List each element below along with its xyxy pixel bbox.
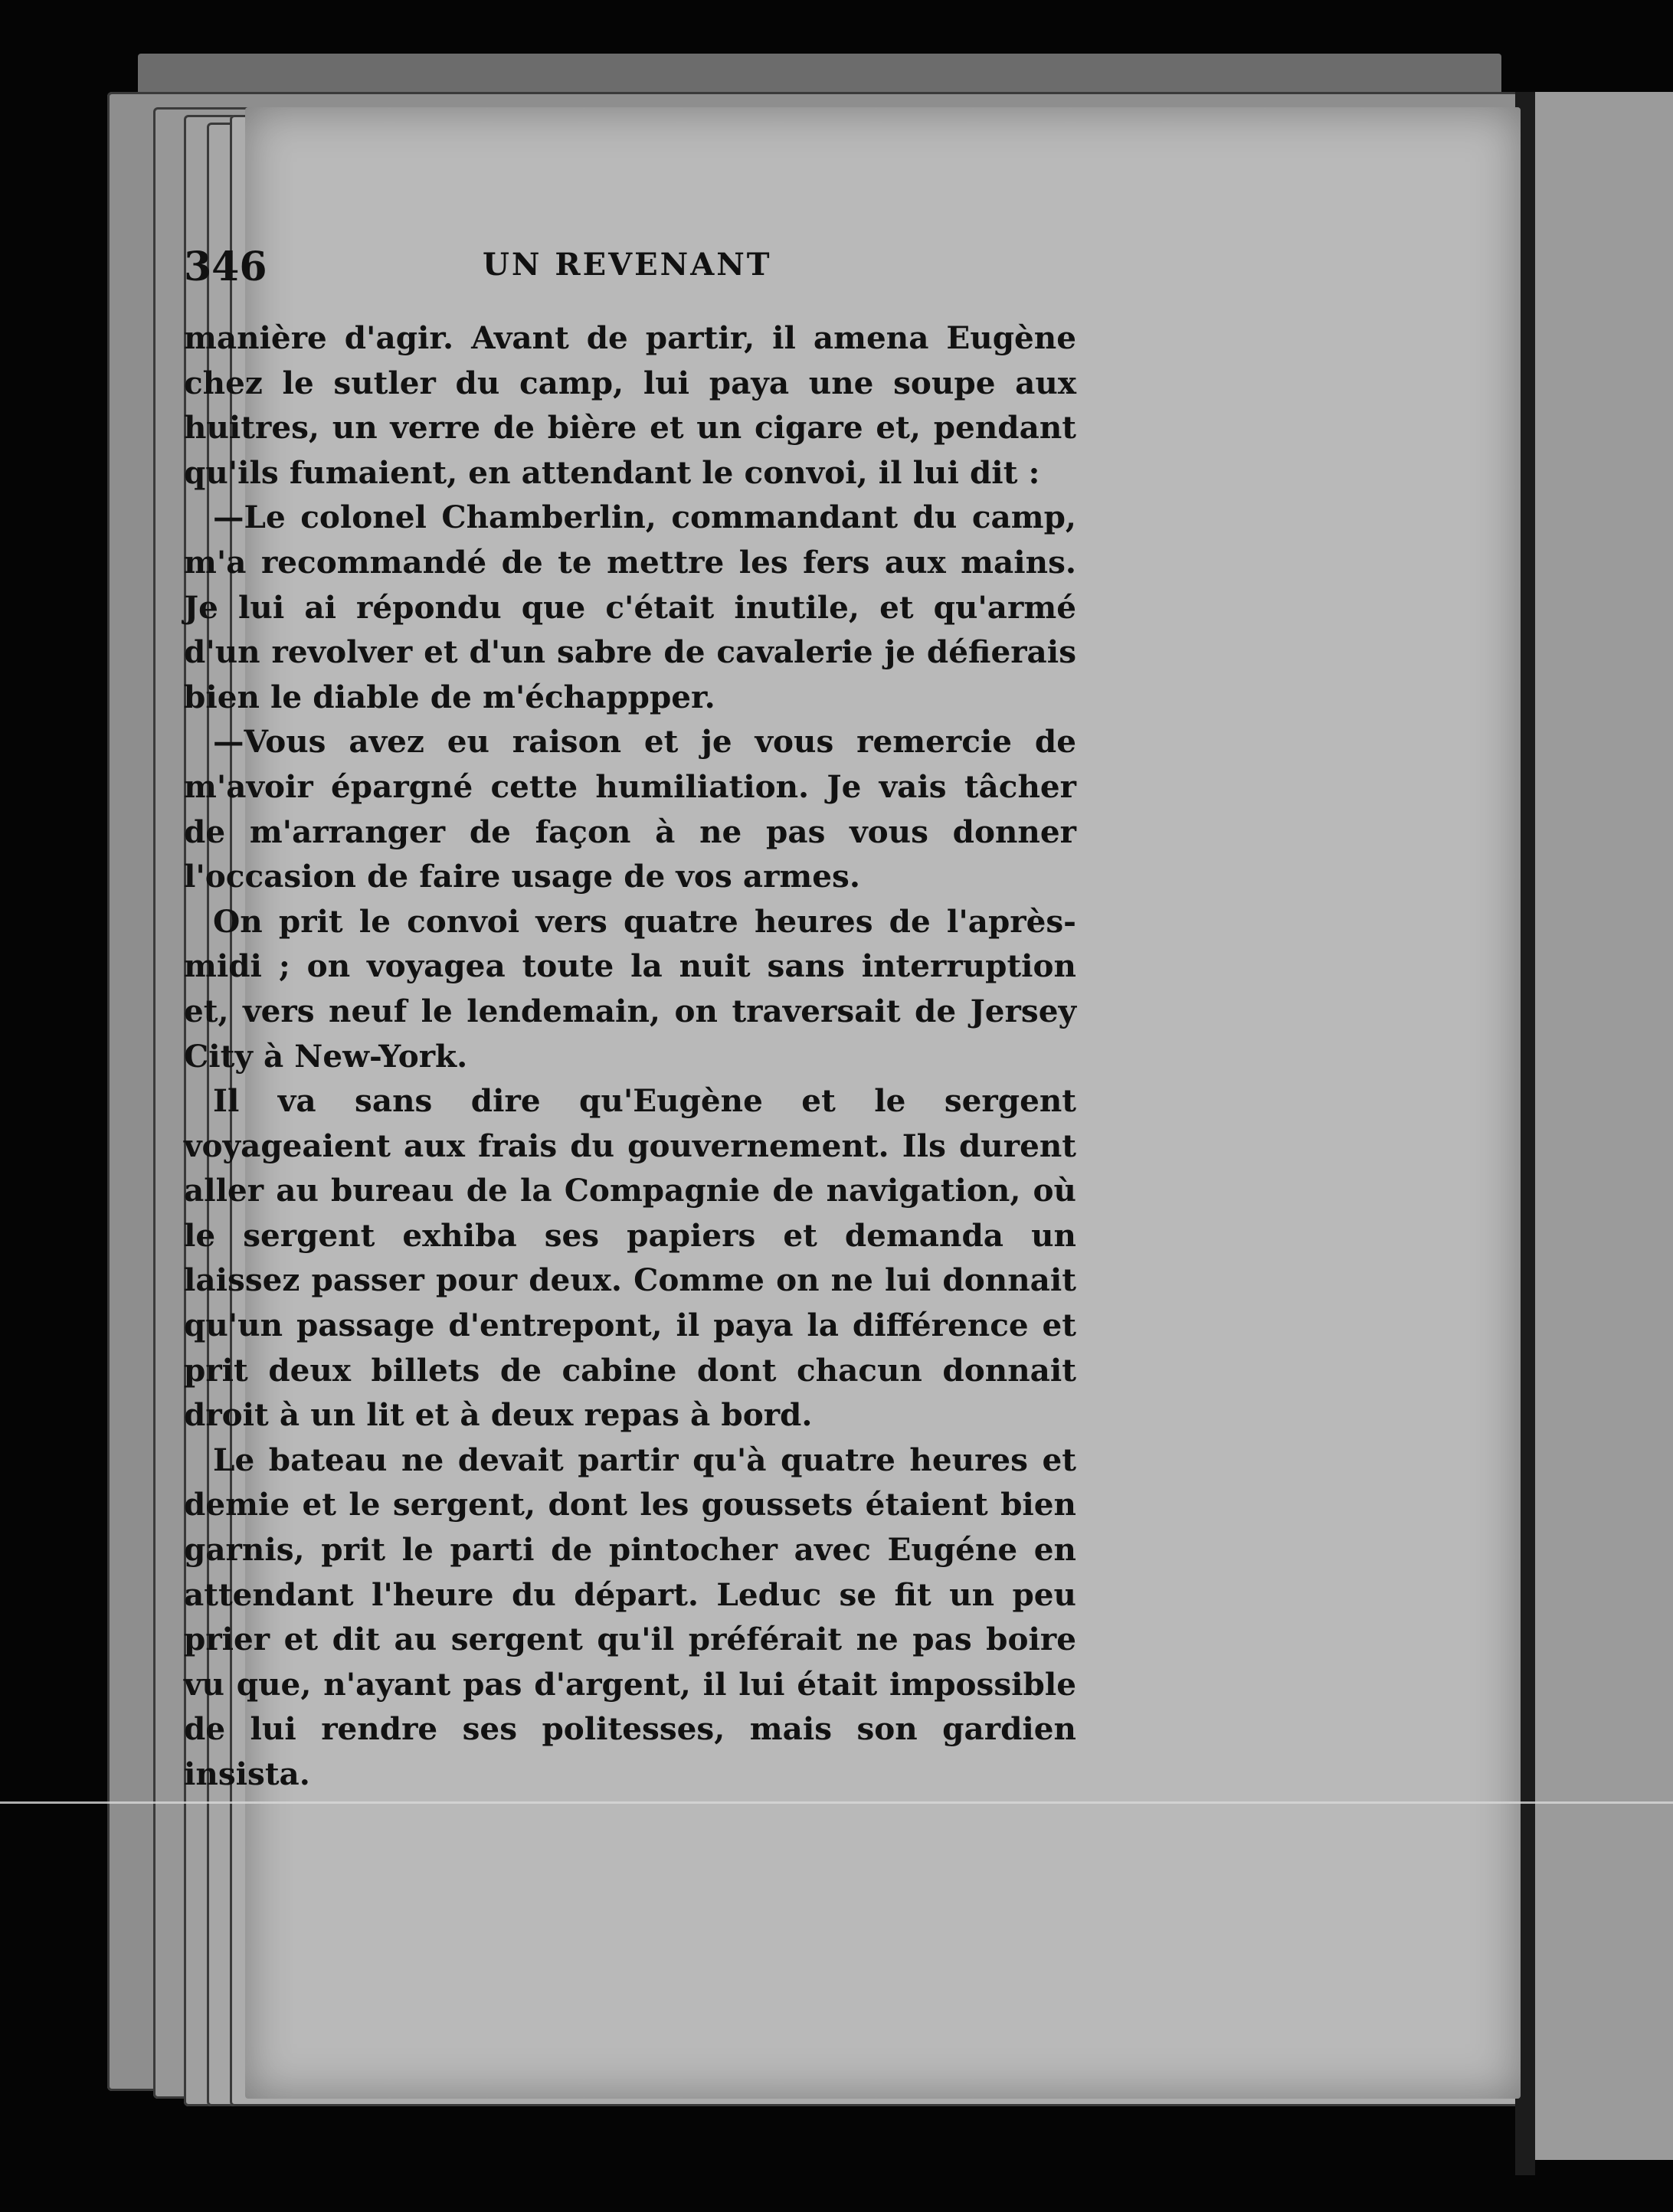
running-head <box>184 244 1065 305</box>
scan-artifact-line <box>0 1801 1673 1804</box>
facing-page-edge <box>1532 92 1673 2160</box>
running-title: UN REVENANT <box>483 247 772 283</box>
paragraph: —Le colonel Chamberlin, commandant du camp, m'a recommandé de te mettre les fers aux mains. Je lui ai répondu que c'était inutile, et qu'armé d'un revolver et d'un sabre de cavalerie je défierais bien le diable de m'échappper. <box>184 499 1076 715</box>
paragraph: —Vous avez eu raison et je vous remercie de m'avoir épargné cette humiliation. Je vais tâcher de m'arranger de façon à ne pas vous donner l'occasion de faire usage de vos armes. <box>184 723 1076 895</box>
body-text <box>184 316 1076 1797</box>
paragraph: Il va sans dire qu'Eugène et le sergent voyageaient aux frais du gouvernement. Ils durent aller au bureau de la Compagnie de navigation, où le sergent exhiba ses papiers et demanda un laissez passer pour deux. Comme on ne lui donnait qu'un passage d'entrepont, il paya la différence et prit deux billets de cabine dont chacun donnait droit à un lit et à deux repas à bord. <box>184 1082 1076 1434</box>
paragraph: Le bateau ne devait partir qu'à quatre heures et demie et le sergent, dont les goussets étaient bien garnis, prit le parti de pintocher avec Eugéne en attendant l'heure du départ. Leduc se fit un peu prier et dit au sergent qu'il préférait ne pas boire vu que, n'ayant pas d'argent, il lui était impossible de lui rendre ses politesses, mais son gardien insista. <box>184 1441 1076 1792</box>
paragraph: On prit le convoi vers quatre heures de l'après-midi ; on voyagea toute la nuit sans interruption et, vers neuf le lendemain, on traversait de Jersey City à New-York. <box>184 902 1076 1075</box>
page-number: 346 <box>184 244 267 290</box>
paragraph: manière d'agir. Avant de partir, il amena Eugène chez le sutler du camp, lui paya une soupe aux huitres, un verre de bière et un cigare et, pendant qu'ils fumaient, en attendant le convoi, il lui dit : <box>184 319 1076 491</box>
